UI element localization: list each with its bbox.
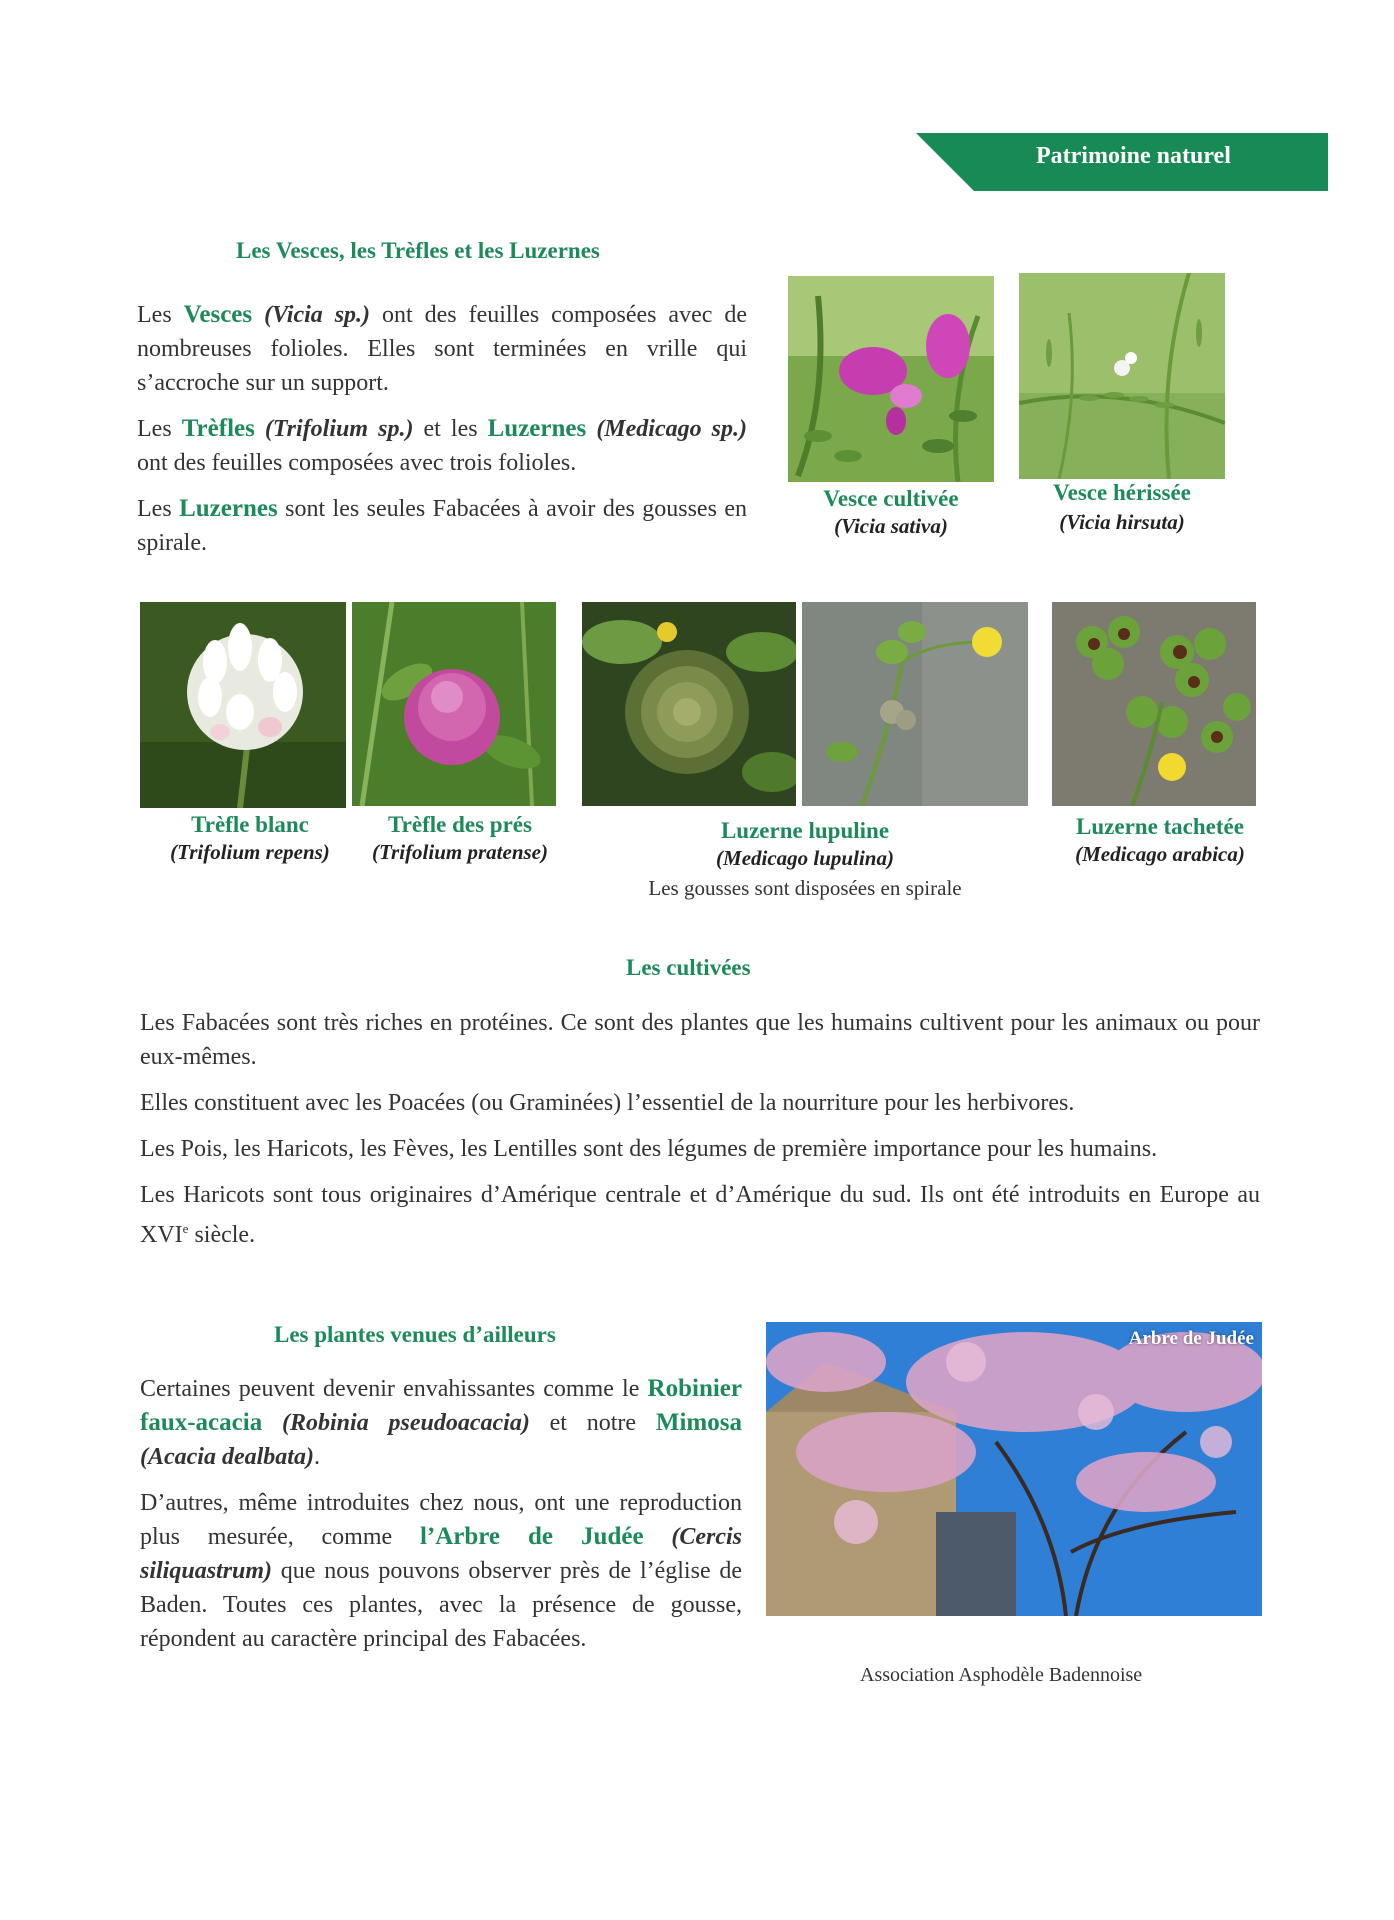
banner-title: Patrimoine naturel [1036,143,1231,169]
caption-medicago-lupulina: (Medicago lupulina) [716,846,894,870]
paragraph-poacees: Elles constituent avec les Poacées (ou Graminées) l’essentiel de la nourriture pour les herbivores. [140,1090,1075,1116]
term-robinier: Robinier faux-acacia [140,1375,742,1436]
sci-trifolium: (Trifolium sp.) [264,416,414,442]
section3-text [140,1372,742,1668]
term-arbre-judee: l’Arbre de Judée [419,1523,644,1550]
section-title-ailleurs: Les plantes venues d’ailleurs [274,1322,556,1347]
footer-association: Association Asphodèle Badennoise [860,1664,1143,1686]
paragraph-trefles: Les Trèfles (Trifolium sp.) et les Luzernes (Medicago sp.) ont des feuilles composées avec trois folioles. [137,415,748,476]
caption-vesce-herissee: Vesce hérissée [1053,480,1191,505]
paragraph-luzernes: Les Luzernes sont les seules Fabacées à avoir des gousses en spirale. [137,495,747,556]
paragraph-vesces: Les Vesces (Vicia sp.) ont des feuilles composées avec de nombreuses folioles. Elles sont terminées en vrille qui s’accroche sur un support. [137,301,748,396]
paragraph-envahissantes: Certaines peuvent devenir envahissantes comme le Robinier faux-acacia (Robinia pseudoacacia) et notre Mimosa (Acacia dealbata). [140,1375,742,1470]
photo-vesce-herissee [1019,273,1225,479]
photo-arbre-de-judee [766,1322,1262,1616]
photo-vesce-cultivee [788,276,994,482]
caption-trifolium-pratense: (Trifolium pratense) [372,840,548,864]
photo-trefle-des-pres [352,602,556,806]
caption-trefle-blanc: Trèfle blanc [191,812,309,837]
sci-cercis: (Cercis siliquastrum) [140,1524,742,1584]
section2-text [140,1006,1260,1264]
term-luzernes-2: Luzernes [179,495,278,522]
paragraph-proteines: Les Fabacées sont très riches en protéines. Ce sont des plantes que les humains cultivent pour les animaux ou pour eux-mêmes. [140,1010,1260,1070]
term-mimosa: Mimosa [655,1409,742,1436]
term-trefles: Trèfles [181,415,255,442]
paragraph-legumes: Les Pois, les Haricots, les Fèves, les Lentilles sont des légumes de première importance pour les humains. [140,1136,1158,1162]
caption-trifolium-repens: (Trifolium repens) [170,840,330,864]
photo-luzerne-gousses [582,602,796,806]
caption-vicia-hirsuta: (Vicia hirsuta) [1059,510,1185,534]
caption-luzerne-lupuline: Luzerne lupuline [720,818,890,843]
caption-luzerne-tachetee: Luzerne tachetée [1076,814,1244,839]
section-title-cultivees: Les cultivées [626,955,751,980]
term-luzernes: Luzernes [487,415,587,442]
photo-luzerne-lupuline [802,602,1028,806]
section-title-vesces: Les Vesces, les Trèfles et les Luzernes [236,238,600,263]
paragraph-judee: D’autres, même introduites chez nous, ont une reproduction plus mesurée, comme l’Arbre de Judée (Cercis siliquastrum) que nous pouvons observer près de l’église de Baden. Toutes ces plantes, avec la présence de gousse, répondent au caractère principal des Fabacées. [140,1490,742,1652]
photo-trefle-blanc [140,602,346,808]
section-banner [916,133,1328,191]
caption-gousses-spirale: Les gousses sont disposées en spirale [648,876,962,900]
sci-vicia: (Vicia sp.) [264,302,371,328]
sci-robinia: (Robinia pseudoacacia) [282,1410,530,1436]
photo-luzerne-tachetee [1052,602,1256,806]
sci-medicago: (Medicago sp.) [596,416,748,442]
section1-text [137,298,747,572]
caption-trefle-des-pres: Trèfle des prés [388,812,532,837]
sci-acacia: (Acacia dealbata) [140,1444,314,1470]
caption-medicago-arabica: (Medicago arabica) [1075,842,1245,866]
term-vesces: Vesces [183,301,253,328]
paragraph-haricots: Les Haricots sont tous originaires d’Amérique centrale et d’Amérique du sud. Ils ont été introduits en Europe au XVIe siècle. [140,1182,1260,1248]
photo-label-arbre-judee: Arbre de Judée [1128,1328,1254,1349]
caption-vicia-sativa: (Vicia sativa) [834,514,948,538]
caption-vesce-cultivee: Vesce cultivée [823,486,959,511]
